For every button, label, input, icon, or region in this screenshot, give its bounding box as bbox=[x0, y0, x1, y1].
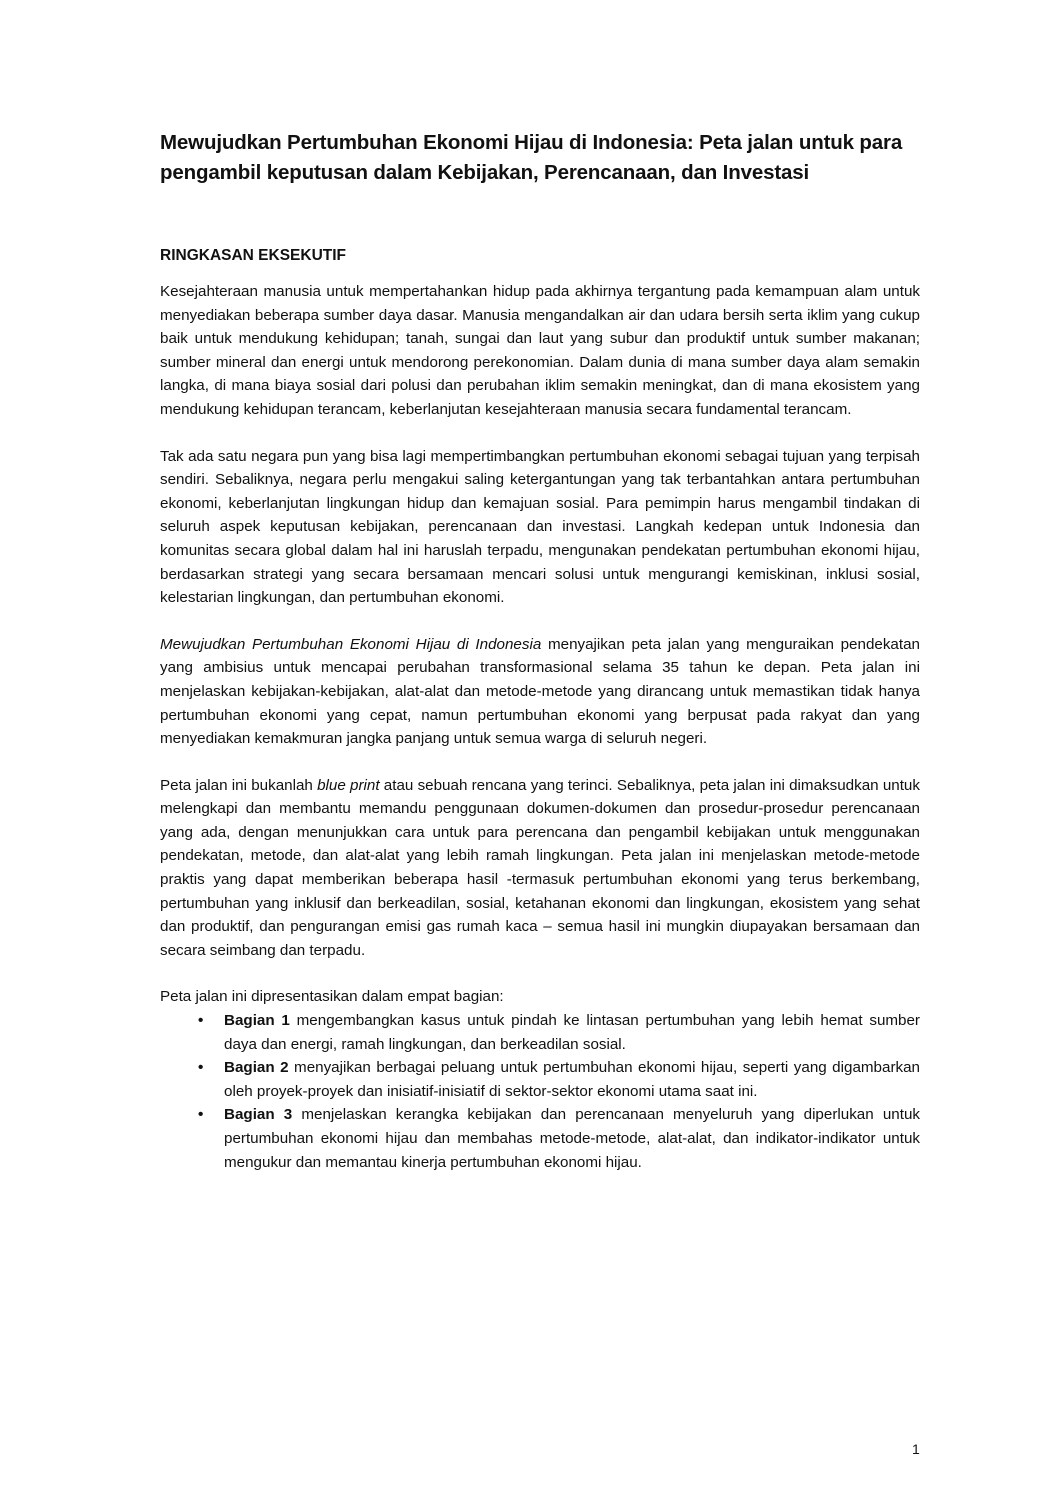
paragraph-3 bbox=[160, 633, 920, 751]
part-text: menyajikan berbagai peluang untuk pertumbuhan ekonomi hijau, seperti yang digambarkan oleh proyek-proyek dan inisiatif-inisiatif di sektor-sektor ekonomi utama saat ini. bbox=[224, 1059, 920, 1100]
part-label: Bagian 2 bbox=[224, 1059, 289, 1077]
bullet-icon: • bbox=[198, 1012, 204, 1030]
part-text: mengembangkan kasus untuk pindah ke lintasan pertumbuhan yang lebih hemat sumber daya dan energi, ramah lingkungan, dan berkeadilan sosial. bbox=[224, 1012, 920, 1053]
part-text: menjelaskan kerangka kebijakan dan perencanaan menyeluruh yang diperlukan untuk pertumbuhan ekonomi hijau dan membahas metode-metode, alat-alat, dan indikator-indikator untuk mengukur dan memantau kinerja pertumbuhan ekonomi hijau. bbox=[224, 1106, 920, 1171]
paragraph-4 bbox=[160, 774, 920, 963]
section-heading: RINGKASAN EKSEKUTIF bbox=[160, 247, 347, 264]
paragraph-4-before: Peta jalan ini bukanlah bbox=[160, 776, 318, 794]
bullet-icon: • bbox=[198, 1106, 204, 1124]
document-page bbox=[160, 128, 920, 1174]
part-label: Bagian 3 bbox=[224, 1106, 293, 1124]
report-title-italic: Mewujudkan Pertumbuhan Ekonomi Hijau di Indonesia bbox=[160, 635, 542, 653]
list-intro: Peta jalan ini dipresentasikan dalam empat bagian: bbox=[160, 988, 504, 1006]
paragraph-4-after: atau sebuah rencana yang terinci. Sebaliknya, peta jalan ini dimaksudkan untuk melengkapi dan membantu memandu penggunaan dokumen-dokumen dan prosedur-prosedur perencanaan yang ada, dengan menunjukkan cara untuk para perencana dan pengambil kebijakan untuk menggunakan pendekatan, metode, dan alat-alat yang lebih ramah lingkungan. Peta jalan ini menjelaskan metode-metode praktis yang dapat memberikan beberapa hasil -termasuk pertumbuhan ekonomi yang terus berkembang, pertumbuhan yang inklusif dan berkeadilan, sosial, ketahanan ekonomi dan lingkungan, ekosistem yang sehat dan produktif, dan pengurangan emisi gas rumah kaca – semua hasil ini mungkin diupayakan bersamaan dan secara seimbang dan terpadu. bbox=[160, 776, 920, 959]
list-item bbox=[160, 1009, 920, 1056]
parts-list bbox=[160, 1009, 920, 1174]
list-item bbox=[160, 1103, 920, 1174]
bullet-icon: • bbox=[198, 1059, 204, 1077]
paragraph-1: Kesejahteraan manusia untuk mempertahankan hidup pada akhirnya tergantung pada kemampuan alam untuk menyediakan beberapa sumber daya dasar. Manusia mengandalkan air dan udara bersih serta iklim yang cukup baik untuk mendukung kehidupan; tanah, sungai dan laut yang subur dan produktif untuk sumber makanan; sumber mineral dan energi untuk mendorong perekonomian. Dalam dunia di mana sumber daya alam semakin langka, di mana biaya sosial dari polusi dan perubahan iklim semakin meningkat, dan di mana ekosistem yang mendukung kehidupan terancam, keberlanjutan kesejahteraan manusia secara fundamental terancam. bbox=[160, 283, 920, 418]
paragraph-2: Tak ada satu negara pun yang bisa lagi mempertimbangkan pertumbuhan ekonomi sebagai tujuan yang terpisah sendiri. Sebaliknya, negara perlu mengakui saling ketergantungan yang tak terbantahkan antara pertumbuhan ekonomi, keberlanjutan lingkungan hidup dan kemajuan sosial. Para pemimpin harus mengambil tindakan di seluruh aspek keputusan kebijakan, perencanaan dan investasi. Langkah kedepan untuk Indonesia dan komunitas secara global dalam hal ini haruslah terpadu, mengunakan pendekatan pertumbuhan ekonomi hijau, berdasarkan strategi yang secara bersamaan mencari solusi untuk mengurangi kemiskinan, inklusi sosial, kelestarian lingkungan, dan pertumbuhan ekonomi. bbox=[160, 447, 920, 607]
paragraph-3-text: menyajikan peta jalan yang menguraikan pendekatan yang ambisius untuk mencapai perubahan transformasional selama 35 tahun ke depan. Peta jalan ini menjelaskan kebijakan-kebijakan, alat-alat dan metode-metode yang dirancang untuk memastikan tidak hanya pertumbuhan ekonomi yang cepat, namun pertumbuhan ekonomi yang berpusat pada rakyat dan yang menyediakan kemakmuran jangka panjang untuk semua warga di seluruh negeri. bbox=[160, 635, 920, 748]
blue-print-italic: blue print bbox=[317, 776, 380, 794]
page-number: 1 bbox=[912, 1441, 920, 1457]
document-title: Mewujudkan Pertumbuhan Ekonomi Hijau di Indonesia: Peta jalan untuk para pengambil keputusan dalam Kebijakan, Perencanaan, dan Investasi bbox=[160, 131, 903, 184]
part-label: Bagian 1 bbox=[224, 1012, 290, 1030]
list-item bbox=[160, 1056, 920, 1103]
